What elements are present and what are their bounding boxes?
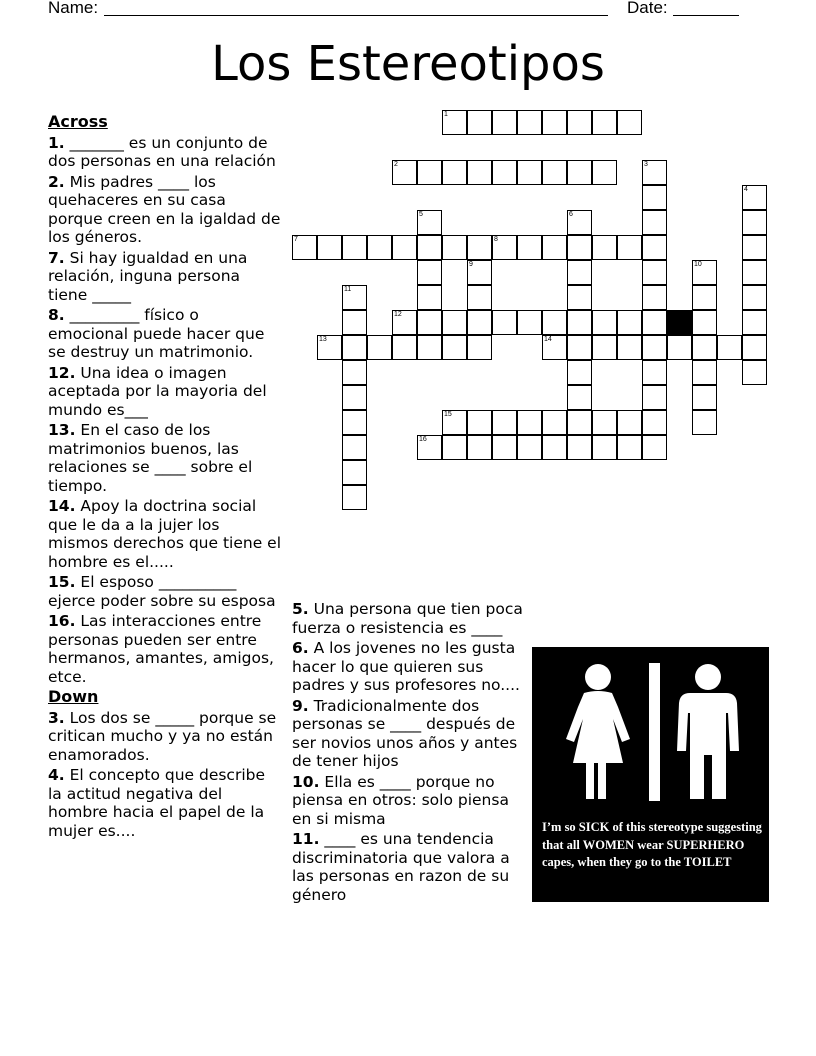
- crossword-cell[interactable]: [567, 435, 592, 460]
- crossword-cell[interactable]: [642, 160, 667, 185]
- crossword-cell[interactable]: [367, 235, 392, 260]
- crossword-cell[interactable]: [342, 435, 367, 460]
- crossword-cell[interactable]: [617, 110, 642, 135]
- crossword-cell[interactable]: [642, 385, 667, 410]
- crossword-cell[interactable]: [692, 260, 717, 285]
- cell-number: 8: [494, 236, 498, 243]
- crossword-cell[interactable]: [642, 410, 667, 435]
- clue-number: 12.: [48, 363, 76, 382]
- crossword-cell[interactable]: [692, 285, 717, 310]
- crossword-cell[interactable]: [342, 335, 367, 360]
- crossword-cell[interactable]: [342, 285, 367, 310]
- crossword-cell[interactable]: [692, 385, 717, 410]
- clue-number: 3.: [48, 708, 65, 727]
- crossword-cell[interactable]: [692, 335, 717, 360]
- crossword-cell[interactable]: [342, 385, 367, 410]
- cell-number: 15: [444, 411, 452, 418]
- crossword-cell[interactable]: [642, 360, 667, 385]
- crossword-cell[interactable]: [592, 310, 617, 335]
- crossword-cell[interactable]: [417, 335, 442, 360]
- clue-number: 14.: [48, 497, 76, 515]
- clue-item: [48, 173, 282, 247]
- clue-text: Las interacciones entre personas pueden ser entre hermanos, amantes, amigos, etce.: [48, 612, 274, 686]
- clue-item: [48, 497, 282, 571]
- clue-text: El concepto que describe la actitud negativa del hombre hacia el papel de la mujer es....: [48, 766, 266, 840]
- clue-item: [48, 421, 282, 495]
- crossword-cell[interactable]: [442, 335, 467, 360]
- clue-item: [48, 134, 282, 171]
- clue-text: Si hay igualdad en una relación, inguna persona tiene _____: [48, 248, 248, 304]
- crossword-cell[interactable]: [342, 410, 367, 435]
- crossword-cell[interactable]: [467, 260, 492, 285]
- crossword-cell[interactable]: [742, 360, 767, 385]
- clue-text: Tradicionalmente dos personas se ____ después de ser novios unos años y antes de tener hijos: [292, 696, 518, 770]
- clue-number: 10.: [292, 772, 320, 791]
- crossword-cell[interactable]: [517, 110, 542, 135]
- crossword-cell[interactable]: [542, 435, 567, 460]
- crossword-cell[interactable]: [392, 235, 417, 260]
- poster-caption: I’m so SICK of this stereotype suggesting that all WOMEN wear SUPERHERO capes, when they go to the TOILET: [542, 820, 762, 869]
- crossword-black-cell: [667, 310, 692, 335]
- crossword-cell[interactable]: [442, 160, 467, 185]
- crossword-cell[interactable]: [342, 485, 367, 510]
- clue-item: [48, 364, 282, 420]
- clue-number: 4.: [48, 766, 65, 784]
- crossword-cell[interactable]: [442, 310, 467, 335]
- crossword-cell[interactable]: [742, 235, 767, 260]
- crossword-cell[interactable]: [667, 335, 692, 360]
- crossword-cell[interactable]: [567, 410, 592, 435]
- crossword-cell[interactable]: [292, 235, 317, 260]
- crossword-cell[interactable]: [417, 235, 442, 260]
- crossword-cell[interactable]: [492, 410, 517, 435]
- crossword-cell[interactable]: [342, 310, 367, 335]
- clue-number: 8.: [48, 306, 65, 324]
- cell-number: 11: [344, 286, 352, 293]
- crossword-cell[interactable]: [742, 285, 767, 310]
- cell-number: 10: [694, 261, 702, 268]
- page-title: Los Estereotipos: [211, 36, 605, 92]
- crossword-cell[interactable]: [642, 335, 667, 360]
- crossword-cell[interactable]: [592, 235, 617, 260]
- crossword-cell[interactable]: [492, 110, 517, 135]
- crossword-cell[interactable]: [642, 310, 667, 335]
- clues-right-column: [292, 600, 528, 906]
- crossword-cell[interactable]: [517, 435, 542, 460]
- crossword-cell[interactable]: [467, 285, 492, 310]
- crossword-cell[interactable]: [742, 185, 767, 210]
- crossword-cell[interactable]: [617, 335, 642, 360]
- crossword-cell[interactable]: [567, 210, 592, 235]
- clue-text: _______ es un conjunto de dos personas en una relación: [48, 133, 276, 170]
- crossword-cell[interactable]: [367, 335, 392, 360]
- crossword-cell[interactable]: [567, 310, 592, 335]
- crossword-cell[interactable]: [642, 260, 667, 285]
- cell-number: 5: [419, 211, 423, 218]
- crossword-cell[interactable]: [742, 210, 767, 235]
- crossword-cell[interactable]: [642, 185, 667, 210]
- crossword-cell[interactable]: [517, 310, 542, 335]
- clue-item: [292, 639, 528, 695]
- crossword-cell[interactable]: [567, 335, 592, 360]
- clue-text: El esposo __________ ejerce poder sobre su esposa: [48, 573, 276, 610]
- crossword-cell[interactable]: [417, 435, 442, 460]
- crossword-cell[interactable]: [642, 235, 667, 260]
- crossword-cell[interactable]: [542, 110, 567, 135]
- crossword-cell[interactable]: [617, 410, 642, 435]
- crossword-cell[interactable]: [467, 110, 492, 135]
- crossword-cell[interactable]: [692, 310, 717, 335]
- clue-number: 6.: [292, 639, 309, 657]
- crossword-cell[interactable]: [642, 210, 667, 235]
- crossword-cell[interactable]: [542, 160, 567, 185]
- clue-item: [292, 600, 528, 637]
- crossword-cell[interactable]: [567, 285, 592, 310]
- crossword-cell[interactable]: [542, 410, 567, 435]
- crossword-cell[interactable]: [417, 260, 442, 285]
- clue-item: [292, 773, 528, 829]
- clue-text: En el caso de los matrimonios buenos, las relaciones se ____ sobre el tiempo.: [48, 421, 253, 495]
- across-clue-list: [48, 134, 282, 687]
- crossword-cell[interactable]: [567, 160, 592, 185]
- crossword-cell[interactable]: [442, 235, 467, 260]
- clue-number: 13.: [48, 421, 76, 439]
- crossword-cell[interactable]: [342, 460, 367, 485]
- crossword-cell[interactable]: [417, 310, 442, 335]
- crossword-cell[interactable]: [617, 310, 642, 335]
- clue-item: [292, 697, 528, 771]
- crossword-cell[interactable]: [342, 235, 367, 260]
- clue-text: ____ es una tendencia discriminatoria que valora a las personas en razon de su género: [292, 830, 510, 904]
- crossword-cell[interactable]: [442, 435, 467, 460]
- crossword-cell[interactable]: [542, 335, 567, 360]
- crossword-cell[interactable]: [742, 310, 767, 335]
- crossword-cell[interactable]: [467, 435, 492, 460]
- cell-number: 12: [394, 311, 402, 318]
- crossword-cell[interactable]: [617, 235, 642, 260]
- crossword-cell[interactable]: [642, 435, 667, 460]
- crossword-cell[interactable]: [517, 160, 542, 185]
- clue-item: [48, 249, 282, 305]
- crossword-cell[interactable]: [467, 335, 492, 360]
- clue-number: 15.: [48, 573, 76, 591]
- clue-text: Ella es ____ porque no piensa en otros: solo piensa en si misma: [292, 772, 509, 828]
- crossword-cell[interactable]: [592, 160, 617, 185]
- clue-item: [292, 830, 528, 904]
- cell-number: 7: [294, 236, 298, 243]
- crossword-cell[interactable]: [467, 235, 492, 260]
- crossword-cell[interactable]: [492, 435, 517, 460]
- date-label: Date:: [627, 0, 668, 17]
- crossword-cell[interactable]: [567, 385, 592, 410]
- crossword-cell[interactable]: [392, 310, 417, 335]
- crossword-cell[interactable]: [692, 410, 717, 435]
- crossword-cell[interactable]: [492, 310, 517, 335]
- crossword-cell[interactable]: [517, 410, 542, 435]
- across-heading: Across: [48, 112, 108, 131]
- cell-number: 16: [419, 436, 427, 443]
- crossword-cell[interactable]: [592, 435, 617, 460]
- crossword-cell[interactable]: [567, 360, 592, 385]
- clue-number: 9.: [292, 696, 309, 715]
- crossword-cell[interactable]: [592, 410, 617, 435]
- clue-text: A los jovenes no les gusta hacer lo que quieren sus padres y sus profesores no....: [292, 639, 520, 694]
- clue-number: 2.: [48, 172, 65, 191]
- clue-number: 5.: [292, 600, 309, 618]
- crossword-cell[interactable]: [317, 335, 342, 360]
- cell-number: 14: [544, 336, 552, 343]
- crossword-cell[interactable]: [317, 235, 342, 260]
- crossword-cell[interactable]: [392, 160, 417, 185]
- crossword-cell[interactable]: [617, 435, 642, 460]
- clue-number: 7.: [48, 248, 65, 267]
- crossword-cell[interactable]: [742, 335, 767, 360]
- restroom-poster: [532, 647, 769, 902]
- cell-number: 13: [319, 336, 327, 343]
- down-clue-list-continued: [292, 600, 528, 904]
- cell-number: 4: [744, 186, 748, 193]
- clue-text: Apoy la doctrina social que le da a la jujer los mismos derechos que tiene el hombre es el.....: [48, 497, 282, 571]
- clue-item: [48, 612, 282, 686]
- crossword-cell[interactable]: [742, 260, 767, 285]
- restroom-sign-icon: [532, 647, 769, 812]
- clue-number: 16.: [48, 612, 76, 630]
- crossword-cell[interactable]: [692, 360, 717, 385]
- crossword-cell[interactable]: [542, 235, 567, 260]
- crossword-cell[interactable]: [592, 335, 617, 360]
- clue-item: [48, 306, 282, 362]
- crossword-cell[interactable]: [542, 310, 567, 335]
- crossword-cell[interactable]: [717, 335, 742, 360]
- crossword-cell[interactable]: [442, 110, 467, 135]
- crossword-cell[interactable]: [517, 235, 542, 260]
- clue-item: [48, 766, 282, 840]
- clue-text: _________ físico o emocional puede hacer que se destruy un matrimonio.: [48, 306, 265, 361]
- down-clue-list: [48, 709, 282, 841]
- clue-item: [48, 709, 282, 765]
- crossword-cell[interactable]: [467, 310, 492, 335]
- clue-item: [48, 573, 282, 610]
- crossword-cell[interactable]: [442, 410, 467, 435]
- crossword-cell[interactable]: [467, 410, 492, 435]
- crossword-cell[interactable]: [342, 360, 367, 385]
- crossword-cell[interactable]: [642, 285, 667, 310]
- cell-number: 2: [394, 161, 398, 168]
- crossword-cell[interactable]: [492, 160, 517, 185]
- crossword-cell[interactable]: [417, 285, 442, 310]
- cell-number: 3: [644, 161, 648, 168]
- crossword-cell[interactable]: [567, 260, 592, 285]
- cell-number: 6: [569, 211, 573, 218]
- clue-number: 1.: [48, 133, 65, 152]
- crossword-cell[interactable]: [592, 110, 617, 135]
- clues-left-column: [48, 113, 282, 842]
- name-label: Name:: [48, 0, 99, 17]
- crossword-cell[interactable]: [392, 335, 417, 360]
- cell-number: 1: [444, 111, 448, 118]
- clue-text: Una persona que tien poca fuerza o resistencia es ____: [292, 600, 523, 637]
- crossword-cell[interactable]: [567, 235, 592, 260]
- crossword-cell[interactable]: [417, 210, 442, 235]
- crossword-cell[interactable]: [417, 160, 442, 185]
- crossword-cell[interactable]: [467, 160, 492, 185]
- clue-text: Mis padres ____ los quehaceres en su casa porque creen en la igaldad de los géneros.: [48, 172, 281, 246]
- crossword-cell[interactable]: [567, 110, 592, 135]
- cell-number: 9: [469, 261, 473, 268]
- crossword-cell[interactable]: [492, 235, 517, 260]
- down-heading: Down: [48, 687, 99, 706]
- clue-text: Los dos se _____ porque se critican mucho y ya no están enamorados.: [48, 708, 277, 764]
- clue-text: Una idea o imagen aceptada por la mayoria del mundo es___: [48, 363, 267, 419]
- clue-number: 11.: [292, 830, 320, 848]
